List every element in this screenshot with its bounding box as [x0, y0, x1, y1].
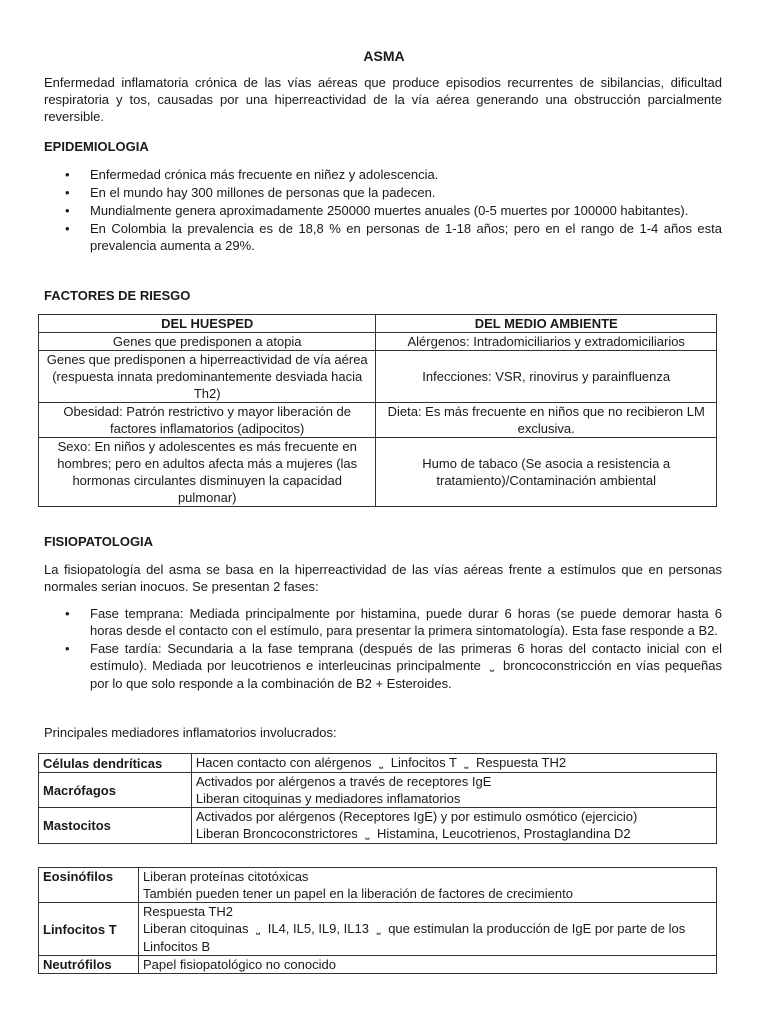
list-item: • En Colombia la prevalencia es de 18,8 % en personas de 1-18 años; pero en el rango de 1-4 años esta prevalencia aumenta a 29%.	[44, 220, 722, 254]
cell-text: que estimulan la producción de IgE por parte de los Linfocitos B	[142, 921, 686, 954]
mediator-name: Linfocitos T	[39, 903, 139, 956]
mediadores-intro: Principales mediadores inflamatorios involucrados:	[44, 725, 337, 740]
cell-text: Activados por alérgenos (Receptores IgE) y por estimulo osmótico (ejercicio)	[195, 809, 638, 824]
mediator-description	[191, 773, 716, 808]
list-item: • Fase temprana: Mediada principalmente por histamina, puede durar 6 horas (se puede demorar hasta 6 horas desde el contacto con el estímulo, para presentar la primera sintomatología). Esta fase responde a B2.	[44, 605, 722, 639]
list-item: • Mundialmente genera aproximadamente 250000 muertes anuales (0-5 muertes por 100000 habitantes).	[44, 202, 722, 219]
arrow-icon: ⎵	[489, 661, 494, 672]
fases-list	[44, 605, 722, 693]
mediator-name: Macrófagos	[39, 773, 192, 808]
table-cell: Genes que predisponen a atopia	[39, 333, 376, 351]
table-cell: Genes que predisponen a hiperreactividad de vía aérea (respuesta innata predominantemente desviada hacia Th2)	[39, 351, 376, 403]
cell-text: Liberan proteínas citotóxicas	[142, 869, 309, 884]
table-cell: Sexo: En niños y adolescentes es más frecuente en hombres; pero en adultos afecta más a mujeres (las hormonas circulantes disminuyen la capacidad pulmonar)	[39, 438, 376, 507]
fase-tardia-text: broncoconstricción en vías pequeñas por lo que solo responde a la combinación de B2 + Esteroides.	[90, 658, 722, 691]
mediator-name: Células dendríticas	[39, 754, 192, 773]
cell-text: Activados por alérgenos a través de receptores IgE	[195, 774, 492, 789]
cell-text: Histamina, Leucotrienos, Prostaglandina D2	[376, 826, 631, 841]
table-cell: Obesidad: Patrón restrictivo y mayor liberación de factores inflamatorios (adipocitos)	[39, 403, 376, 438]
table-row	[39, 333, 717, 351]
list-item	[44, 640, 722, 692]
table-row	[39, 956, 717, 974]
fisiopatologia-heading: FISIOPATOLOGIA	[44, 534, 154, 549]
cell-text: Linfocitos T	[390, 755, 457, 770]
mediator-name: Mastocitos	[39, 808, 192, 844]
list-item: • En el mundo hay 300 millones de personas que la padecen.	[44, 184, 722, 201]
arrow-icon: ⎵	[256, 924, 261, 935]
table-cell: Alérgenos: Intradomiciliarios y extradomiciliarios	[376, 333, 717, 351]
intro-paragraph: Enfermedad inflamatoria crónica de las vías aéreas que produce episodios recurrentes de sibilancias, dificultad respiratoria y tos, causadas por una hiperreactividad de la vía aérea generando una obstrucción parcialmente reversible.	[44, 75, 722, 124]
column-header: DEL HUESPED	[39, 315, 376, 333]
fase-tardia-text: Fase tardía: Secundaria a la fase temprana (después de las primeras 6 horas del contacto inicial con el estímulo). Mediada por leucotrienos e interleucinas principalmente	[90, 641, 722, 673]
cell-text	[196, 825, 712, 843]
arrow-icon: ⎵	[379, 758, 384, 769]
epidemiologia-list	[44, 166, 722, 255]
table-row	[39, 754, 717, 773]
cell-text: Hacen contacto con alérgenos	[195, 755, 372, 770]
cell-text: Respuesta TH2	[142, 904, 234, 919]
mediator-description: Papel fisiopatológico no conocido	[138, 956, 716, 974]
table-row	[39, 351, 717, 403]
cell-text: Respuesta TH2	[475, 755, 567, 770]
mediator-description	[138, 868, 716, 903]
table-row	[39, 868, 717, 903]
cell-text: Liberan Broncoconstrictores	[195, 826, 358, 841]
mediator-name: Eosinófilos	[39, 868, 139, 903]
table-row	[39, 903, 717, 956]
fisiopatologia-intro: La fisiopatología del asma se basa en la hiperreactividad de las vías aéreas frente a estímulos que en personas normales serian inocuos. Se presentan 2 fases:	[44, 562, 722, 594]
table-cell: Dieta: Es más frecuente en niños que no recibieron LM exclusiva.	[376, 403, 717, 438]
risk-factors-table	[38, 314, 717, 507]
epidemiologia-heading: EPIDEMIOLOGIA	[44, 139, 149, 154]
cell-text: Liberan citoquinas	[142, 921, 249, 936]
arrow-icon: ⎵	[365, 829, 370, 840]
column-header: DEL MEDIO AMBIENTE	[376, 315, 717, 333]
cell-text: Liberan citoquinas y mediadores inflamatorios	[195, 791, 461, 806]
table-row	[39, 773, 717, 808]
factores-heading: FACTORES DE RIESGO	[44, 288, 191, 303]
mediators-table-2	[38, 867, 717, 974]
table-row	[39, 403, 717, 438]
mediator-description	[138, 903, 716, 956]
table-cell: Humo de tabaco (Se asocia a resistencia a tratamiento)/Contaminación ambiental	[376, 438, 717, 507]
cell-text: También pueden tener un papel en la liberación de factores de crecimiento	[142, 886, 573, 901]
table-row	[39, 438, 717, 507]
mediator-description	[191, 754, 716, 773]
arrow-icon: ⎵	[464, 758, 469, 769]
list-item: • Enfermedad crónica más frecuente en niñez y adolescencia.	[44, 166, 722, 183]
cell-text	[143, 920, 712, 955]
table-cell: Infecciones: VSR, rinovirus y parainfluenza	[376, 351, 717, 403]
mediators-table-1	[38, 753, 717, 844]
page-title: ASMA	[363, 48, 405, 64]
mediator-description	[191, 808, 716, 844]
mediator-name: Neutrófilos	[39, 956, 139, 974]
cell-text: IL4, IL5, IL9, IL13	[267, 921, 369, 936]
arrow-icon: ⎵	[376, 924, 381, 935]
table-row	[39, 808, 717, 844]
